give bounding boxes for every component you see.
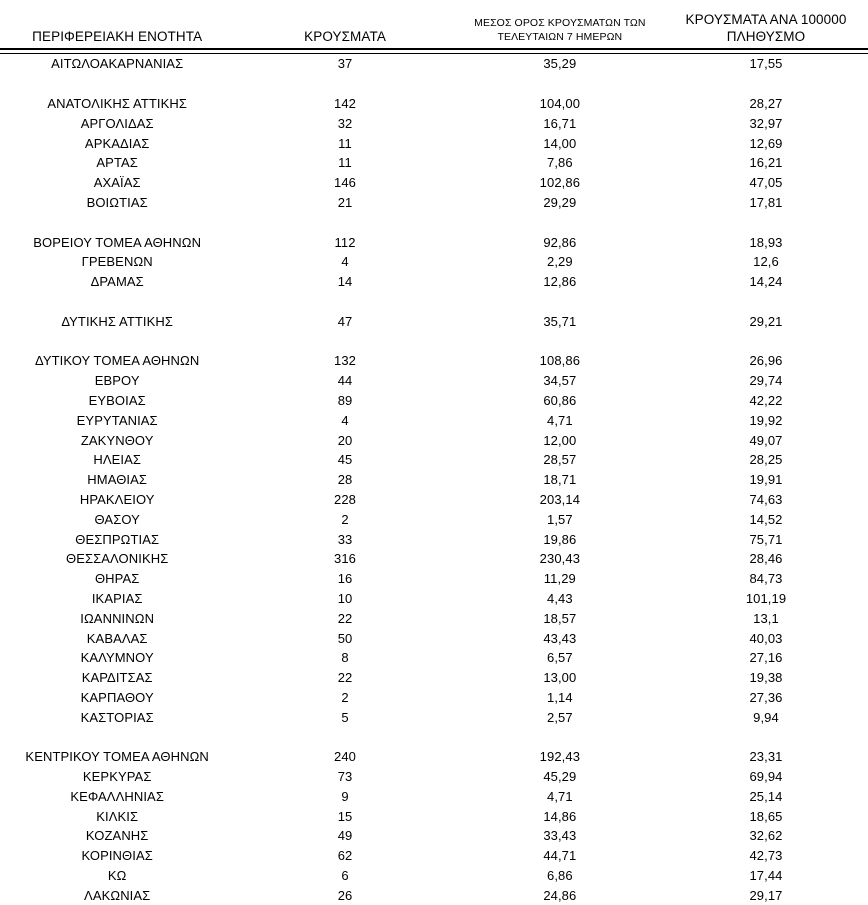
cell-avg7days: 45,29 — [543, 769, 577, 785]
table-row — [0, 569, 868, 589]
cell-cases: 4 — [341, 254, 349, 270]
cell-region: ΚΟΖΑΝΗΣ — [85, 828, 149, 844]
cell-region: ΚΑΡΔΙΤΣΑΣ — [81, 670, 153, 686]
cell-region: ΔΥΤΙΚΟΥ ΤΟΜΕΑ ΑΘΗΝΩΝ — [35, 353, 200, 369]
cell-cases: 15 — [337, 808, 353, 824]
cell-region: ΘΗΡΑΣ — [94, 571, 140, 587]
cell-avg7days: 19,86 — [543, 531, 577, 547]
cell-avg7days: 108,86 — [539, 353, 581, 369]
cell-per100k: 29,21 — [749, 313, 783, 329]
cell-per100k: 101,19 — [745, 590, 787, 606]
table-row — [0, 351, 868, 371]
cell-avg7days: 6,86 — [546, 868, 573, 884]
cell-per100k: 28,25 — [749, 452, 783, 468]
table-row — [0, 806, 868, 826]
spacer-row — [0, 292, 868, 312]
cell-avg7days: 14,86 — [543, 808, 577, 824]
cell-per100k: 9,94 — [753, 709, 779, 725]
spacer-row — [0, 727, 868, 747]
cell-cases: 16 — [337, 571, 353, 587]
col-header-cases-label: ΚΡΟΥΣΜΑΤΑ — [304, 29, 386, 45]
table-row — [0, 826, 868, 846]
cell-cases: 22 — [337, 670, 353, 686]
cell-avg7days: 28,57 — [543, 452, 577, 468]
cell-per100k: 32,62 — [749, 828, 783, 844]
cell-region: ΚΕΝΤΡΙΚΟΥ ΤΟΜΕΑ ΑΘΗΝΩΝ — [25, 749, 209, 765]
cell-avg7days: 44,71 — [543, 848, 577, 864]
cell-per100k: 16,21 — [749, 155, 783, 171]
table-row — [0, 252, 868, 272]
cell-region: ΑΝΑΤΟΛΙΚΗΣ ΑΤΤΙΚΗΣ — [47, 95, 188, 111]
cell-region: ΚΑΛΥΜΝΟΥ — [80, 650, 154, 666]
cell-cases: 62 — [337, 848, 353, 864]
cell-avg7days: 1,14 — [546, 689, 573, 705]
col-header-avg7days-line1: ΜΕΣΟΣ ΟΡΟΣ ΚΡΟΥΣΜΑΤΩΝ ΤΩΝ — [474, 16, 646, 29]
col-header-per100k-line1: ΚΡΟΥΣΜΑΤΑ ΑΝΑ 100000 — [685, 12, 847, 28]
cell-per100k: 25,14 — [749, 788, 783, 804]
cell-avg7days: 24,86 — [543, 887, 577, 903]
table-header — [0, 0, 868, 49]
table-row — [0, 668, 868, 688]
cell-region: ΑΡΚΑΔΙΑΣ — [84, 135, 150, 151]
table-row — [0, 391, 868, 411]
cell-per100k: 84,73 — [749, 571, 783, 587]
cell-per100k: 27,36 — [749, 689, 783, 705]
cell-avg7days: 2,29 — [546, 254, 573, 270]
cell-region: ΛΑΚΩΝΙΑΣ — [84, 887, 151, 903]
cell-avg7days: 35,29 — [543, 56, 577, 72]
cell-per100k: 47,05 — [749, 175, 783, 191]
cell-per100k: 28,27 — [749, 95, 783, 111]
cell-per100k: 29,74 — [749, 373, 783, 389]
cell-per100k: 17,55 — [749, 56, 783, 72]
cell-per100k: 12,6 — [753, 254, 779, 270]
spacer-row — [0, 74, 868, 94]
cell-avg7days: 102,86 — [539, 175, 581, 191]
cell-avg7days: 92,86 — [543, 234, 577, 250]
table-row — [0, 430, 868, 450]
cell-per100k: 19,38 — [749, 670, 783, 686]
cell-per100k: 12,69 — [749, 135, 783, 151]
cell-region: ΕΥΒΟΙΑΣ — [88, 392, 146, 408]
cell-cases: 132 — [334, 353, 357, 369]
cell-region: ΚΑΒΑΛΑΣ — [86, 630, 148, 646]
cell-per100k: 18,65 — [749, 808, 783, 824]
table-row — [0, 173, 868, 193]
cell-region: ΗΛΕΙΑΣ — [93, 452, 142, 468]
cell-per100k: 27,16 — [749, 650, 783, 666]
cell-avg7days: 4,43 — [546, 590, 573, 606]
table-row — [0, 54, 868, 74]
spacer-row — [0, 212, 868, 232]
cell-region: ΑΡΓΟΛΙΔΑΣ — [80, 115, 154, 131]
table-row — [0, 153, 868, 173]
cell-per100k: 14,52 — [749, 511, 783, 527]
col-header-per100k — [664, 0, 868, 49]
cell-region: ΚΙΛΚΙΣ — [96, 808, 139, 824]
cell-avg7days: 34,57 — [543, 373, 577, 389]
cell-avg7days: 4,71 — [546, 788, 573, 804]
cell-region: ΕΥΡΥΤΑΝΙΑΣ — [76, 412, 158, 428]
spacer-cell — [0, 727, 868, 747]
cell-cases: 9 — [341, 788, 349, 804]
table-row — [0, 272, 868, 292]
cell-cases: 4 — [341, 412, 349, 428]
cell-avg7days: 18,71 — [543, 472, 577, 488]
table-row — [0, 529, 868, 549]
spacer-row — [0, 331, 868, 351]
cell-avg7days: 1,57 — [546, 511, 573, 527]
spacer-cell — [0, 212, 868, 232]
cell-per100k: 26,96 — [749, 353, 783, 369]
cell-cases: 37 — [337, 56, 353, 72]
cell-avg7days: 43,43 — [543, 630, 577, 646]
col-header-avg7days — [456, 0, 664, 49]
table-body — [0, 49, 868, 905]
cell-cases: 316 — [334, 551, 357, 567]
cell-cases: 47 — [337, 313, 353, 329]
cell-cases: 146 — [334, 175, 357, 191]
cell-cases: 28 — [337, 472, 353, 488]
cell-per100k: 69,94 — [749, 769, 783, 785]
col-header-region — [0, 0, 234, 49]
table-row — [0, 846, 868, 866]
cell-avg7days: 18,57 — [543, 610, 577, 626]
cell-region: ΚΑΡΠΑΘΟΥ — [80, 689, 154, 705]
spacer-cell — [0, 292, 868, 312]
cell-avg7days: 16,71 — [543, 115, 577, 131]
spacer-cell — [0, 331, 868, 351]
table-row — [0, 549, 868, 569]
cell-region: ΚΟΡΙΝΘΙΑΣ — [81, 848, 153, 864]
cell-avg7days: 4,71 — [546, 412, 573, 428]
table-row — [0, 94, 868, 114]
cell-cases: 240 — [334, 749, 357, 765]
table-row — [0, 232, 868, 252]
cell-per100k: 40,03 — [749, 630, 783, 646]
cell-region: ΕΒΡΟΥ — [94, 373, 140, 389]
cell-per100k: 49,07 — [749, 432, 783, 448]
cell-avg7days: 7,86 — [546, 155, 573, 171]
table-row — [0, 371, 868, 391]
cell-region: ΘΕΣΠΡΩΤΙΑΣ — [75, 531, 160, 547]
cell-cases: 11 — [338, 155, 352, 171]
cell-per100k: 13,1 — [753, 610, 779, 626]
table-row — [0, 133, 868, 153]
cell-avg7days: 230,43 — [539, 551, 581, 567]
table-row — [0, 193, 868, 213]
cell-avg7days: 12,00 — [543, 432, 577, 448]
table-row — [0, 113, 868, 133]
cell-cases: 45 — [337, 452, 353, 468]
table-row — [0, 490, 868, 510]
col-header-per100k-line2: ΠΛΗΘΥΣΜΟ — [726, 29, 806, 45]
cell-avg7days: 14,00 — [543, 135, 577, 151]
cell-per100k: 14,24 — [749, 274, 783, 290]
cell-region: ΚΕΦΑΛΛΗΝΙΑΣ — [70, 788, 164, 804]
header-row — [0, 0, 868, 49]
cell-avg7days: 11,29 — [543, 571, 576, 587]
cell-cases: 44 — [337, 373, 353, 389]
cell-region: ΚΕΡΚΥΡΑΣ — [82, 769, 152, 785]
cell-per100k: 75,71 — [749, 531, 783, 547]
cell-region: ΑΙΤΩΛΟΑΚΑΡΝΑΝΙΑΣ — [51, 56, 184, 72]
cell-per100k: 17,81 — [749, 194, 783, 210]
cell-cases: 10 — [337, 590, 353, 606]
table-row — [0, 608, 868, 628]
cell-cases: 14 — [337, 274, 353, 290]
table-row — [0, 589, 868, 609]
cell-cases: 73 — [337, 769, 353, 785]
cell-region: ΚΩ — [107, 868, 127, 884]
table-row — [0, 885, 868, 905]
table-row — [0, 470, 868, 490]
cell-avg7days: 192,43 — [539, 749, 581, 765]
cell-cases: 22 — [337, 610, 353, 626]
table-row — [0, 311, 868, 331]
cell-cases: 50 — [337, 630, 353, 646]
cell-region: ΖΑΚΥΝΘΟΥ — [80, 432, 154, 448]
cell-per100k: 19,91 — [749, 472, 783, 488]
cell-avg7days: 33,43 — [543, 828, 577, 844]
table-row — [0, 767, 868, 787]
cell-region: ΔΥΤΙΚΗΣ ΑΤΤΙΚΗΣ — [61, 313, 174, 329]
col-header-avg7days-line2: ΤΕΛΕΥΤΑΙΩΝ 7 ΗΜΕΡΩΝ — [497, 30, 623, 43]
table-row — [0, 707, 868, 727]
cell-region: ΘΕΣΣΑΛΟΝΙΚΗΣ — [66, 551, 169, 567]
cell-per100k: 42,73 — [749, 848, 783, 864]
cell-cases: 5 — [341, 709, 349, 725]
cell-cases: 112 — [334, 234, 356, 250]
cell-avg7days: 6,57 — [546, 650, 573, 666]
table-row — [0, 628, 868, 648]
table-row — [0, 450, 868, 470]
cell-avg7days: 29,29 — [543, 194, 577, 210]
spacer-cell — [0, 74, 868, 94]
cell-cases: 6 — [341, 868, 349, 884]
col-header-cases — [234, 0, 455, 49]
cell-per100k: 19,92 — [749, 412, 783, 428]
cell-cases: 49 — [337, 828, 353, 844]
cell-region: ΙΚΑΡΙΑΣ — [91, 590, 143, 606]
table-row — [0, 747, 868, 767]
cell-region: ΒΟΙΩΤΙΑΣ — [86, 194, 148, 210]
cell-per100k: 23,31 — [749, 749, 783, 765]
table-row — [0, 688, 868, 708]
cell-per100k: 29,17 — [749, 887, 783, 903]
cell-region: ΑΧΑΪΑΣ — [93, 175, 141, 191]
table-row — [0, 509, 868, 529]
cell-region: ΒΟΡΕΙΟΥ ΤΟΜΕΑ ΑΘΗΝΩΝ — [33, 234, 202, 250]
cell-per100k: 18,93 — [749, 234, 783, 250]
cell-cases: 142 — [334, 95, 357, 111]
cell-avg7days: 2,57 — [546, 709, 573, 725]
cell-per100k: 42,22 — [749, 392, 783, 408]
cell-per100k: 17,44 — [749, 868, 783, 884]
cell-region: ΘΑΣΟΥ — [94, 511, 140, 527]
cell-cases: 21 — [337, 194, 353, 210]
cell-cases: 2 — [341, 689, 349, 705]
cell-avg7days: 104,00 — [539, 95, 581, 111]
cell-cases: 33 — [337, 531, 353, 547]
cell-per100k: 32,97 — [749, 115, 783, 131]
cell-avg7days: 13,00 — [543, 670, 577, 686]
cell-cases: 32 — [337, 115, 353, 131]
cell-region: ΚΑΣΤΟΡΙΑΣ — [80, 709, 154, 725]
cell-cases: 89 — [337, 392, 353, 408]
cell-cases: 20 — [337, 432, 353, 448]
cell-cases: 26 — [337, 887, 353, 903]
cell-cases: 8 — [341, 650, 349, 666]
cell-avg7days: 35,71 — [543, 313, 577, 329]
cell-avg7days: 203,14 — [539, 491, 581, 507]
cell-region: ΓΡΕΒΕΝΩΝ — [81, 254, 153, 270]
cell-region: ΑΡΤΑΣ — [96, 155, 138, 171]
col-header-region-label: ΠΕΡΙΦΕΡΕΙΑΚΗ ΕΝΟΤΗΤΑ — [32, 29, 203, 45]
cell-avg7days: 60,86 — [543, 392, 577, 408]
cell-cases: 228 — [334, 491, 357, 507]
cell-region: ΙΩΑΝΝΙΝΩΝ — [80, 610, 155, 626]
cell-per100k: 74,63 — [749, 491, 783, 507]
cell-cases: 2 — [341, 511, 349, 527]
table-row — [0, 866, 868, 886]
cell-region: ΗΜΑΘΙΑΣ — [87, 472, 148, 488]
cell-region: ΗΡΑΚΛΕΙΟΥ — [79, 491, 155, 507]
table-row — [0, 786, 868, 806]
cell-region: ΔΡΑΜΑΣ — [90, 274, 144, 290]
cell-per100k: 28,46 — [749, 551, 783, 567]
cell-cases: 11 — [338, 135, 352, 151]
table-row — [0, 648, 868, 668]
table-row — [0, 410, 868, 430]
cell-avg7days: 12,86 — [543, 274, 577, 290]
